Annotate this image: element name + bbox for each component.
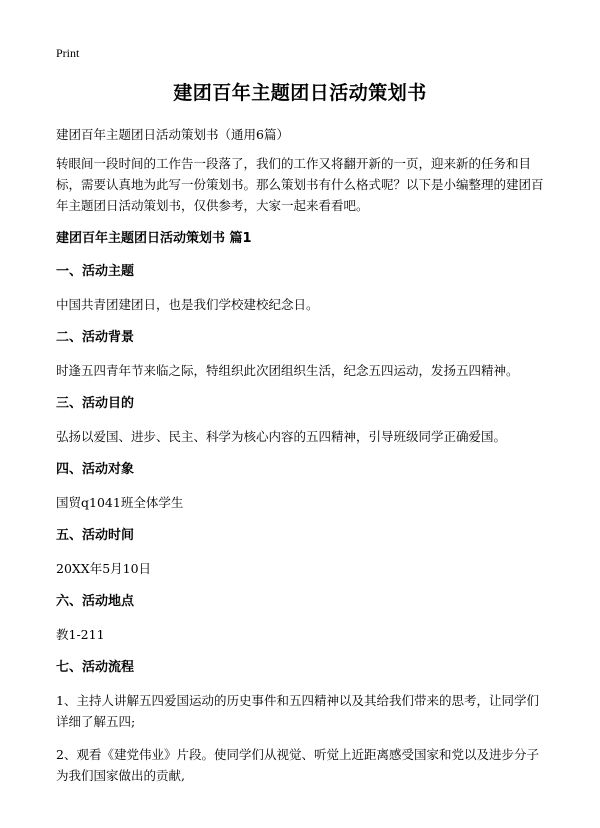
section-heading-location: 六、活动地点 [56, 594, 135, 609]
document-subtitle: 建团百年主题团日活动策划书（通用6篇） [56, 127, 289, 142]
document-body [56, 124, 546, 798]
section-heading-process: 七、活动流程 [56, 660, 135, 675]
section-body-purpose: 弘扬以爱国、进步、民主、科学为核心内容的五四精神，引导班级同学正确爱国。 [56, 429, 507, 444]
section-body-process: 1、主持人讲解五四爱国运动的历史事件和五四精神以及其给我们带来的思考，让同学们详细了解五四; [56, 693, 539, 729]
section-heading-time: 五、活动时间 [56, 528, 135, 543]
intro-paragraph: 转眼间一段时间的工作告一段落了，我们的工作又将翻开新的一页，迎来新的任务和目标，需要认真地为此写一份策划书。那么策划书有什么格式呢？以下是小编整理的建团百年主题团日活动策划书，仅供参考，大家一起来看看吧。 [56, 156, 544, 213]
print-label: Print [56, 46, 80, 60]
section-body-theme: 中国共青团建团日，也是我们学校建校纪念日。 [56, 297, 319, 312]
section-heading-background: 二、活动背景 [56, 330, 135, 345]
section-heading-target: 四、活动对象 [56, 462, 135, 477]
section-body-location: 教1-211 [56, 627, 105, 642]
section-body-target: 国贸q1041班全体学生 [56, 495, 184, 510]
process-item-2: 2、观看《建党伟业》片段。使同学们从视觉、听觉上近距离感受国家和党以及进步分子为我们国家做出的贡献, [56, 747, 539, 783]
section-heading-theme: 一、活动主题 [56, 264, 135, 279]
section-body-background: 时逢五四青年节来临之际，特组织此次团组织生活，纪念五四运动，发扬五四精神。 [56, 363, 519, 378]
section-heading-purpose: 三、活动目的 [56, 396, 135, 411]
section-body-time: 20XX年5月10日 [56, 561, 152, 576]
article-heading: 建团百年主题团日活动策划书 篇1 [56, 231, 252, 246]
page-title: 建团百年主题团日活动策划书 [173, 82, 427, 104]
